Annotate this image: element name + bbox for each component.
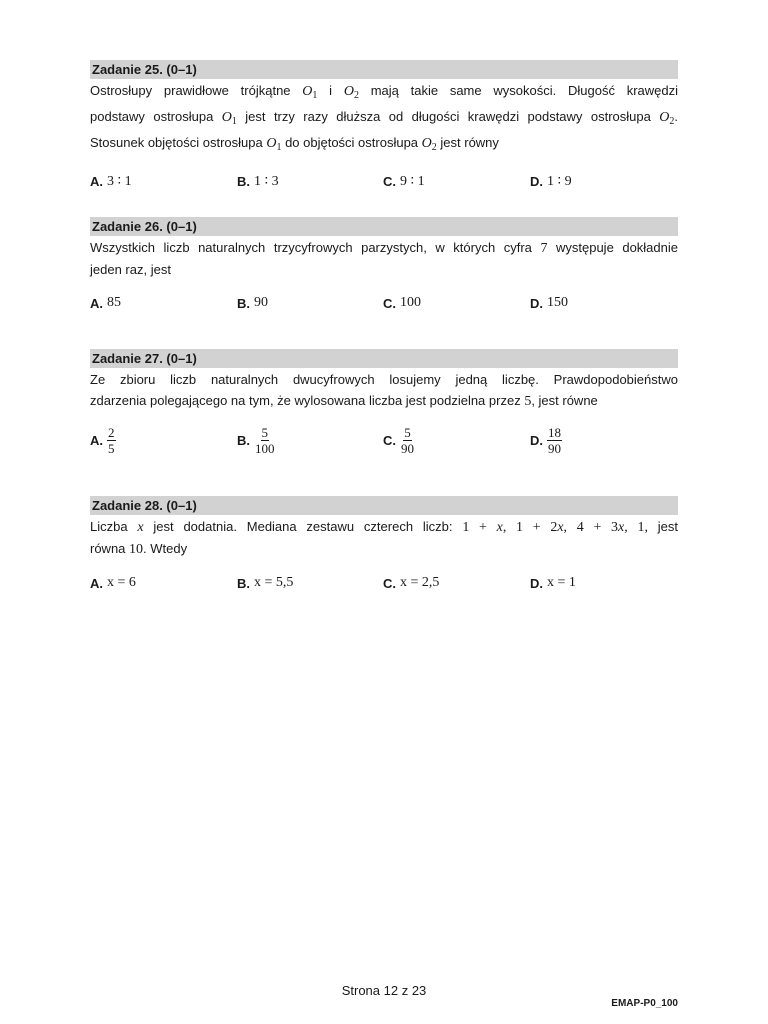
text-line: Ostrosłupy prawidłowe trójkątne $O_1$ i $O_2$ mają takie same wysokości. Długość krawędzi xyxy=(90,83,678,101)
math-number: 7 xyxy=(540,241,548,256)
answer-a: A. $\frac{2}{5}$ xyxy=(90,425,115,456)
math-variable: $O_1$ xyxy=(221,110,237,127)
math-variable: $O_1$ xyxy=(266,136,282,153)
task-25 xyxy=(90,60,678,203)
math-number: 10 xyxy=(129,542,144,557)
fraction: $\frac{5}{90}$ xyxy=(401,425,414,456)
math-variable: $O_2$ xyxy=(343,84,359,101)
answer-d: D. x = 1 xyxy=(530,575,576,591)
answer-c: C. 9 ∶ 1 xyxy=(383,174,425,189)
answer-d: D. 150 xyxy=(530,295,568,311)
math-number: , 4 + 3 xyxy=(563,520,619,535)
fraction: $\frac{18}{90}$ xyxy=(548,425,561,456)
fraction: $\frac{5}{100}$ xyxy=(255,425,275,456)
text-line: jeden raz, jest xyxy=(90,262,171,277)
task-header: Zadanie 25. (0–1) xyxy=(90,60,678,79)
text-line: Stosunek objętości ostrosłupa $O_1$ do objętości ostrosłupa $O_2$ jest równy xyxy=(90,135,499,153)
math-variable: $O_2$ xyxy=(421,136,437,153)
answer-b: B. 90 xyxy=(237,295,268,311)
task-28 xyxy=(90,496,678,605)
page-number: Strona 12 z 23 xyxy=(341,983,427,998)
answer-d: D. $\frac{18}{90}$ xyxy=(530,425,561,456)
task-26 xyxy=(90,217,678,325)
answer-b: B. x = 5,5 xyxy=(237,575,294,591)
task-27 xyxy=(90,349,678,462)
answer-d: D. 1 ∶ 9 xyxy=(530,174,572,189)
math-variable: x xyxy=(137,520,144,535)
answer-c: C. $\frac{5}{90}$ xyxy=(383,425,414,456)
answer-a: A. 3 ∶ 1 xyxy=(90,174,132,189)
fraction: $\frac{2}{5}$ xyxy=(108,425,115,456)
math-variable: x xyxy=(557,520,564,535)
answer-row xyxy=(90,295,678,325)
math-number: , 1 + 2 xyxy=(502,520,558,535)
text-line: Wszystkich liczb naturalnych trzycyfrowych parzystych, w których cyfra 7 występuje dokładnie xyxy=(90,240,678,256)
math-variable: x xyxy=(496,520,503,535)
task-text xyxy=(90,516,678,560)
math-variable: x xyxy=(618,520,625,535)
answer-row xyxy=(90,575,678,605)
text-line: podstawy ostrosłupa $O_1$ jest trzy razy dłuższa od długości krawędzi podstawy ostrosłupa $O_2$. xyxy=(90,109,679,127)
math-variable: $O_2$ xyxy=(659,110,675,127)
task-header: Zadanie 28. (0–1) xyxy=(90,496,678,515)
answer-c: C. 100 xyxy=(383,295,421,311)
answer-b: B. 1 ∶ 3 xyxy=(237,174,279,189)
math-number: 5 xyxy=(524,394,532,409)
answer-row xyxy=(90,426,678,462)
task-text xyxy=(90,237,678,280)
exam-code: EMAP-P0_100 xyxy=(611,998,678,1009)
answer-a: A. x = 6 xyxy=(90,575,136,591)
answer-b: B. $\frac{5}{100}$ xyxy=(237,425,275,456)
text-line: zdarzenia polegającego na tym, że wylosowana liczba jest podzielna przez 5, jest równe xyxy=(90,393,598,409)
math-variable: $O_1$ xyxy=(302,84,318,101)
math-number: , 1, xyxy=(624,520,648,535)
answer-c: C. x = 2,5 xyxy=(383,575,440,591)
task-text xyxy=(90,369,678,412)
math-number: 1 + xyxy=(462,520,497,535)
text-line: Liczba x jest dodatnia. Mediana zestawu czterech liczb: 1 + x, 1 + 2x, 4 + 3x, 1, jest xyxy=(90,519,679,535)
task-header: Zadanie 26. (0–1) xyxy=(90,217,678,236)
answer-row xyxy=(90,173,678,203)
text-line: Ze zbioru liczb naturalnych dwucyfrowych losujemy jedną liczbę. Prawdopodobieństwo xyxy=(90,372,678,387)
text-line: równa 10. Wtedy xyxy=(90,541,188,557)
task-text xyxy=(90,80,678,158)
answer-a: A. 85 xyxy=(90,295,121,311)
task-header: Zadanie 27. (0–1) xyxy=(90,349,678,368)
